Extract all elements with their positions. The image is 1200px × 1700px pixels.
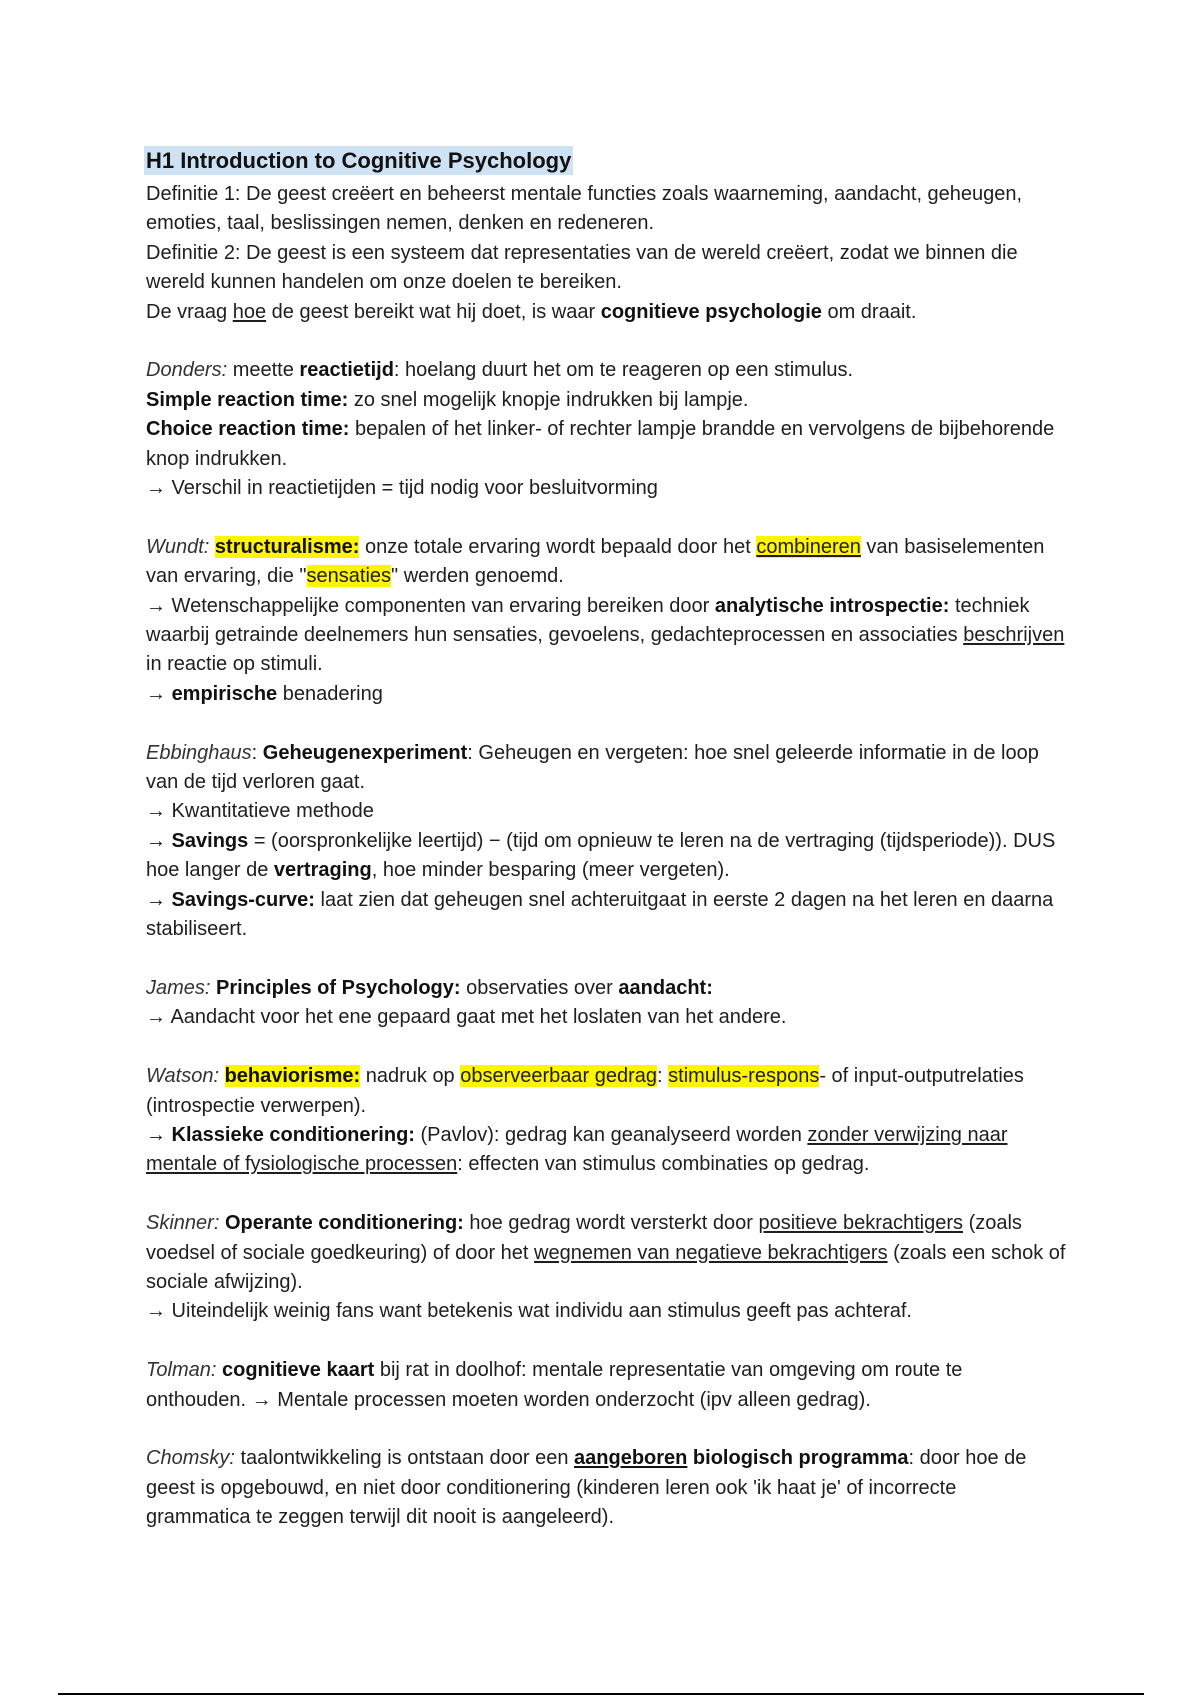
donders-name: Donders: <box>146 359 228 382</box>
watson-name: Watson: <box>146 1065 219 1088</box>
james-paragraph: James: Principles of Psychology: observaties over aandacht: <box>146 976 713 999</box>
ebbinghaus-paragraph: Ebbinghaus: Geheugenexperiment: Geheugen en vergeten: hoe snel geleerde informatie in de loop van de tijd verloren gaat. <box>146 741 1039 794</box>
page-title: H1 Introduction to Cognitive Psychology <box>146 148 572 173</box>
chomsky-name: Chomsky: <box>146 1447 235 1470</box>
definition-2: Definitie 2: De geest is een systeem dat representaties van de wereld creëert, zodat we binnen die wereld kunnen handelen om onze doelen te bereiken. <box>146 241 1018 294</box>
skinner-paragraph: Skinner: Operante conditionering: hoe gedrag wordt versterkt door positieve bekrachtigers (zoals voedsel of sociale goedkeuring) of door het wegnemen van negatieve bekrachtigers (zoals een schok of sociale afwijzing). <box>146 1212 1066 1293</box>
ebbinghaus-savings: → Savings = (oorspronkelijke leertijd) − (tijd om opnieuw te leren na de vertraging (tijdsperiode)). DUS hoe langer de vertraging, hoe minder besparing (meer vergeten). <box>146 829 1056 882</box>
chomsky-paragraph: Chomsky: taalontwikkeling is ontstaan door een aangeboren biologisch programma: door hoe de geest is opgebouwd, en niet door conditionering (kinderen leren ook 'ik haat je' of incorrecte grammatica te zeggen terwijl dit nooit is aangeleerd). <box>146 1447 1027 1529</box>
donders-paragraph: Donders: meette reactietijd: hoelang duurt het om te reageren op een stimulus. <box>146 359 854 382</box>
core-question: De vraag hoe de geest bereikt wat hij doet, is waar cognitieve psychologie om draait. <box>146 300 917 323</box>
simple-reaction-time: Simple reaction time: zo snel mogelijk knopje indrukken bij lampje. <box>146 388 749 411</box>
page-divider <box>58 1693 1144 1695</box>
skinner-conclusion: → Uiteindelijk weinig fans want betekenis wat individu aan stimulus geeft pas achteraf. <box>146 1300 912 1323</box>
document-page <box>146 146 1066 1533</box>
wundt-paragraph: Wundt: structuralisme: onze totale ervaring wordt bepaald door het combineren van basiselementen van ervaring, die "sensaties" werden genoemd. <box>146 535 1045 588</box>
watson-paragraph: Watson: behaviorisme: nadruk op observeerbaar gedrag: stimulus-respons- of input-outputrelaties (introspectie verwerpen). <box>146 1065 1024 1117</box>
ebbinghaus-savings-curve: → Savings-curve: laat zien dat geheugen snel achteruitgaat in eerste 2 dagen na het leren en daarna stabiliseert. <box>146 888 1054 941</box>
tolman-paragraph: Tolman: cognitieve kaart bij rat in doolhof: mentale representatie van omgeving om route te onthouden. → Mentale processen moeten worden onderzocht (ipv alleen gedrag). <box>146 1359 963 1411</box>
wundt-empirical: → empirische benadering <box>146 682 383 705</box>
watson-classical-conditioning: → Klassieke conditionering: (Pavlov): gedrag kan geanalyseerd worden zonder verwijzing naar mentale of fysiologische processen: effecten van stimulus combinaties op gedrag. <box>146 1123 1008 1176</box>
ebbinghaus-method: → Kwantitatieve methode <box>146 800 374 823</box>
wundt-introspection: → Wetenschappelijke componenten van ervaring bereiken door analytische introspectie: techniek waarbij getrainde deelnemers hun sensaties, gevoelens, gedachteprocessen en associaties beschrijven in reactie op stimuli. <box>146 594 1065 676</box>
tolman-name: Tolman: <box>146 1359 217 1382</box>
donders-conclusion: → Verschil in reactietijden = tijd nodig voor besluitvorming <box>146 477 658 500</box>
skinner-name: Skinner: <box>146 1212 220 1235</box>
choice-reaction-time: Choice reaction time: bepalen of het linker- of rechter lampje brandde en vervolgens de bijbehorende knop indrukken. <box>146 418 1055 470</box>
definition-1: Definitie 1: De geest creëert en beheerst mentale functies zoals waarneming, aandacht, geheugen, emoties, taal, beslissingen nemen, denken en redeneren. <box>146 183 1023 235</box>
james-attention: → Aandacht voor het ene gepaard gaat met het loslaten van het andere. <box>146 1006 787 1029</box>
ebbinghaus-name: Ebbinghaus <box>146 741 252 764</box>
james-name: James: <box>146 976 211 999</box>
wundt-name: Wundt: <box>146 535 210 558</box>
